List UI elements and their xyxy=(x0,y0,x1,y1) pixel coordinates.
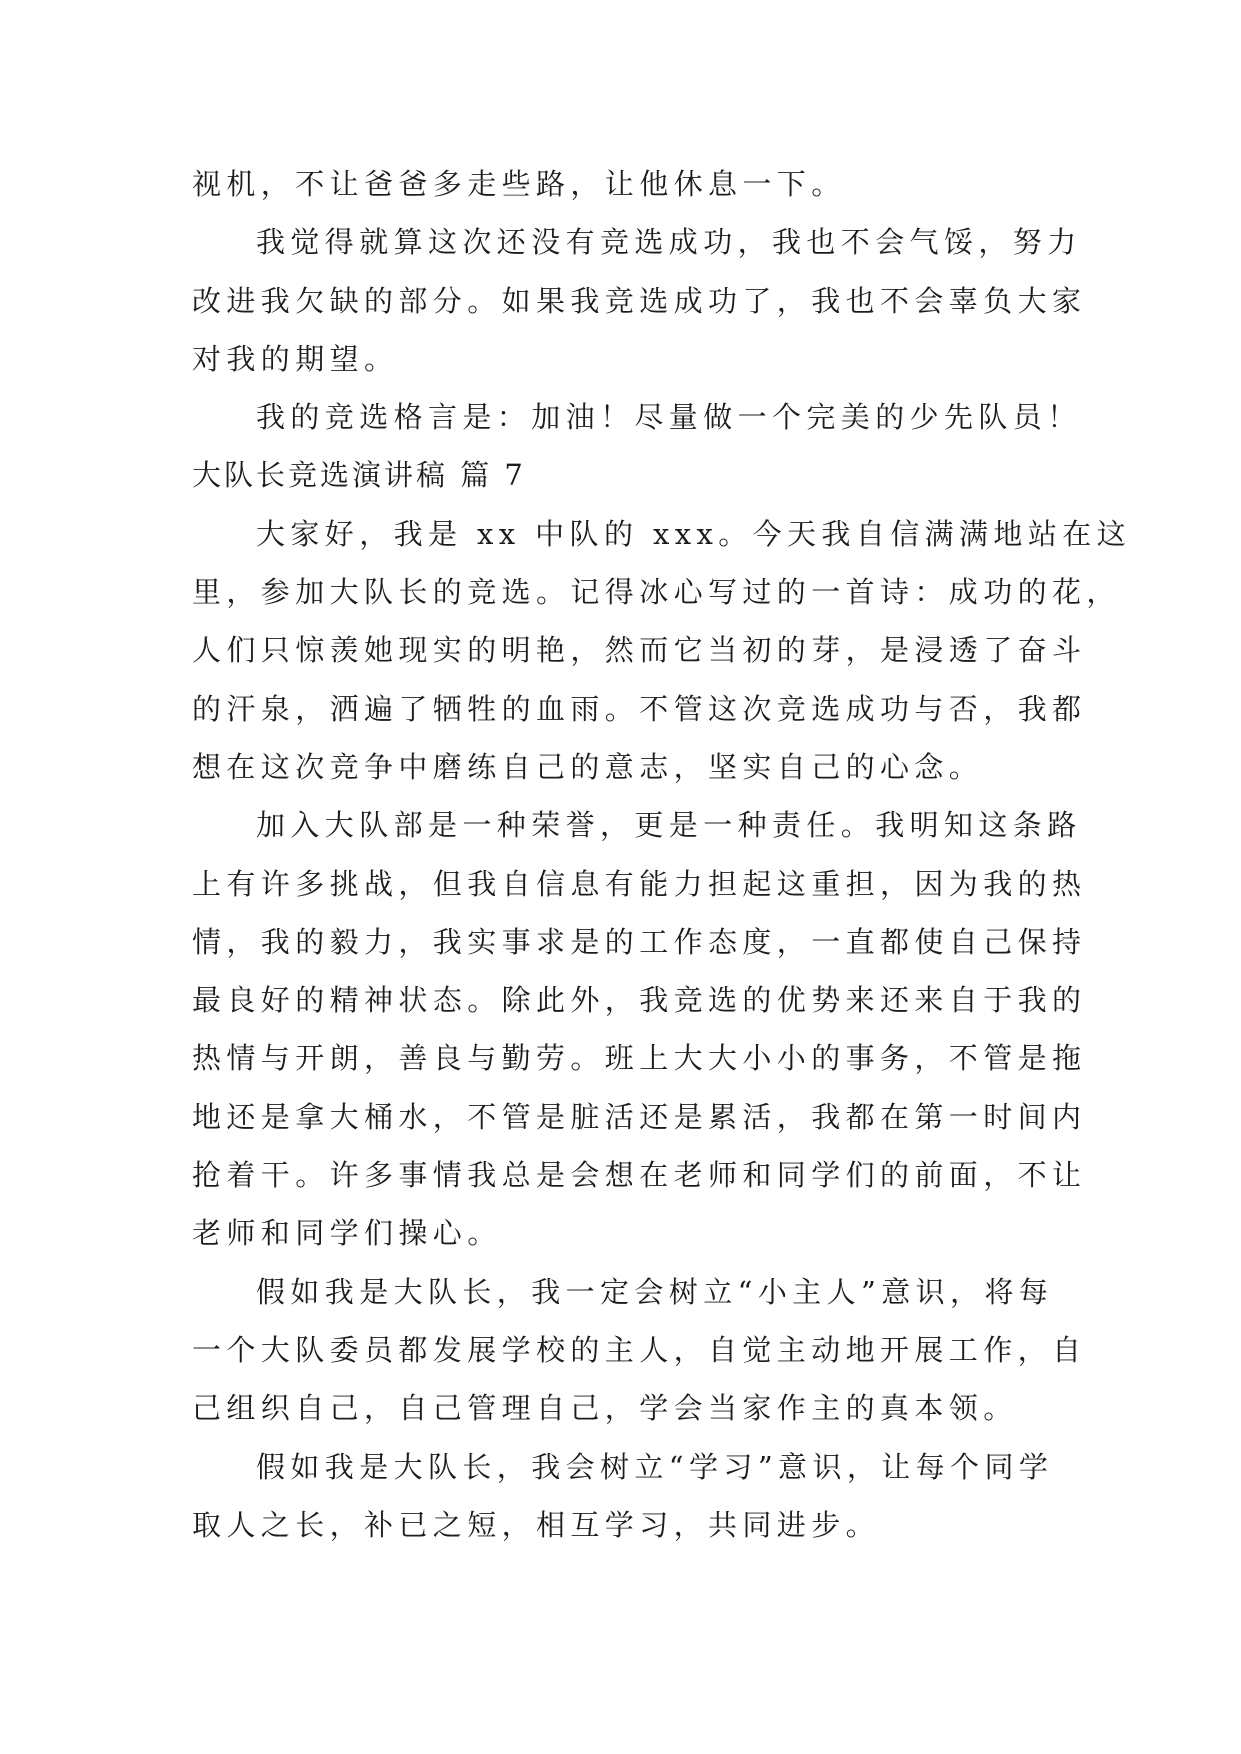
text-line: 人们只惊羡她现实的明艳，然而它当初的芽，是浸透了奋斗 xyxy=(192,633,1087,668)
document-body xyxy=(192,155,1132,1554)
paragraph xyxy=(192,796,1087,1262)
text-line: 假如我是大队长，我一定会树立“小主人”意识，将每 xyxy=(256,1274,1054,1309)
text-line: 最良好的精神状态。除此外，我竞选的优势来还来自于我的 xyxy=(192,983,1087,1018)
text-line: 大家好，我是 xx 中队的 xxx。今天我自信满满地站在这 xyxy=(256,516,1132,551)
text-line: 想在这次竞争中磨练自己的意志，坚实自己的心念。 xyxy=(192,749,984,784)
section-heading xyxy=(192,446,1052,504)
text-line: 上有许多挑战，但我自信息有能力担起这重担，因为我的热 xyxy=(192,866,1087,901)
text-line: 一个大队委员都发展学校的主人，自觉主动地开展工作，自 xyxy=(192,1332,1087,1367)
text-line: 改进我欠缺的部分。如果我竞选成功了，我也不会辜负大家 xyxy=(192,283,1087,318)
text-line: 里，参加大队长的竞选。记得冰心写过的一首诗：成功的花， xyxy=(192,575,1121,610)
text-line: 取人之长，补已之短，相互学习，共同进步。 xyxy=(192,1507,881,1542)
text-line: 的汗泉，洒遍了牺牲的血雨。不管这次竞选成功与否，我都 xyxy=(192,691,1087,726)
text-line: 热情与开朗，善良与勤劳。班上大大小小的事务，不管是拖 xyxy=(192,1041,1087,1076)
paragraph-motto xyxy=(192,388,1082,446)
text-line: 我的竞选格言是：加油！尽量做一个完美的少先队员！ xyxy=(256,400,1082,435)
text-line: 对我的期望。 xyxy=(192,341,399,376)
heading-text: 大队长竞选演讲稿 篇 7 xyxy=(192,458,526,493)
text-line: 加入大队部是一种荣誉，更是一种责任。我明知这条路 xyxy=(256,808,1082,843)
text-line: 老师和同学们操心。 xyxy=(192,1216,502,1251)
paragraph xyxy=(192,505,1132,796)
text-line: 情，我的毅力，我实事求是的工作态度，一直都使自己保持 xyxy=(192,924,1087,959)
text-line: 抢着干。许多事情我总是会想在老师和同学们的前面，不让 xyxy=(192,1158,1087,1193)
paragraph xyxy=(192,1438,1052,1555)
text-line: 地还是拿大桶水，不管是脏活还是累活，我都在第一时间内 xyxy=(192,1099,1087,1134)
text-line: 视机，不让爸爸多走些路，让他休息一下。 xyxy=(192,167,846,201)
text-line: 我觉得就算这次还没有竞选成功，我也不会气馁，努力 xyxy=(256,225,1082,260)
paragraph xyxy=(192,213,1087,388)
text-line: 己组织自己，自己管理自己，学会当家作主的真本领。 xyxy=(192,1391,1018,1426)
paragraph xyxy=(192,1263,1087,1438)
text-line: 假如我是大队长，我会树立“学习”意识，让每个同学 xyxy=(256,1449,1054,1484)
paragraph-continuation xyxy=(192,155,1052,213)
